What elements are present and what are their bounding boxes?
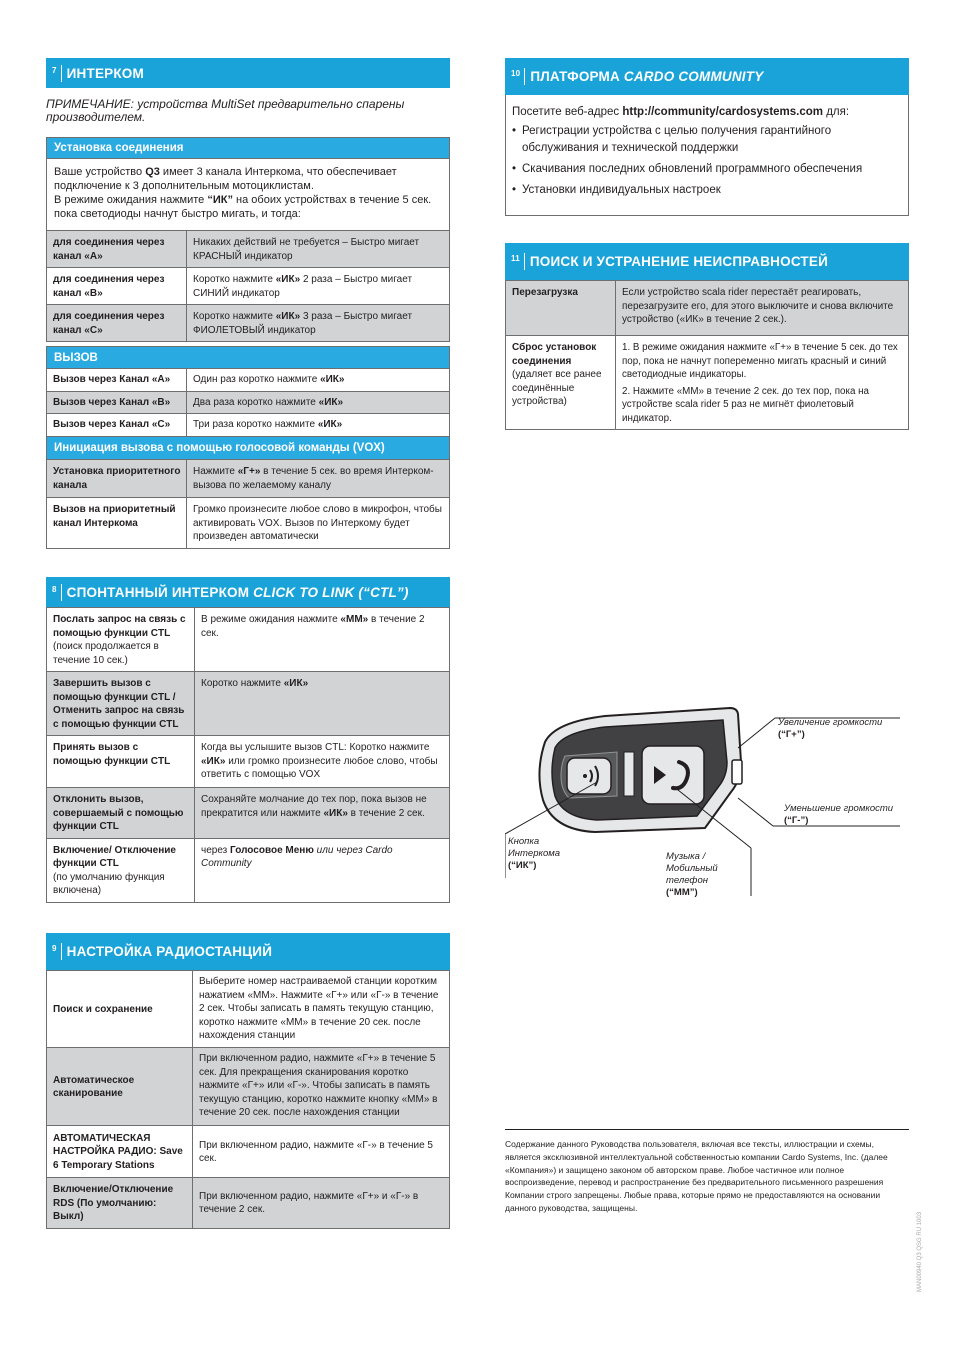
table-row: Принять вызов с помощью функции CTL Когда вы услышите вызов CTL: Коротко нажмите «ИК» или громко произнесите любое слово, чтобы ответить с помощью VOX (47, 736, 450, 788)
table-row: Перезагрузка Если устройство scala rider перестаёт реагировать, перезагрузите его, для этого выключите и снова включите устройство («ИК» в течение 2 сек.). (506, 281, 909, 336)
connection-header: Установка соединения (46, 137, 450, 158)
table-row: для соединения через канал «A» Никаких действий не требуется – Быстро мигает КРАСНЫЙ индикатор (47, 231, 450, 268)
table-row: Включение/ Отключение функции CTL (по умолчанию функция включена) через Голосовое Меню или через Cardo Community (47, 838, 450, 902)
list-item: • Регистрации устройства с целью получения гарантийного обслуживания и технической поддержки (512, 125, 832, 154)
community-link[interactable]: http://community/cardosystems.com (622, 106, 824, 118)
table-row: Сброс установок соединения (удаляет все ранее соединённые устройства) 1. В режиме ожидания нажмите «Г+» в течение 5 сек. до тех пор, пока не начнут попеременно мигать красный и синий светодиодные индикаторы. 2. Нажмите «MM» в течение 2 сек. до тех пор, пока на устройстве scala rider 5 раз не мигнёт фиолетовый индикатор. (506, 336, 909, 430)
section-title: ИНТЕРКОМ (66, 65, 144, 81)
table-row: для соединения через канал «C» Коротко нажмите «ИК» 3 раза – Быстро мигает ФИОЛЕТОВЫЙ индикатор (47, 305, 450, 342)
section-intercom (46, 58, 450, 88)
table-row: Послать запрос на связь с помощью функции CTL (поиск продолжается в течение 10 сек.) В режиме ожидания нажмите «MM» в течение 2 сек. (47, 608, 450, 672)
section-header: 11 ПОИСК И УСТРАНЕНИЕ НЕИСПРАВНОСТЕЙ (505, 243, 909, 280)
section-header: 8 СПОНТАННЫЙ ИНТЕРКОМ CLICK TO LINK (“CTL”) (46, 577, 450, 607)
table-row: Поиск и сохранение Выберите номер настраиваемой станции коротким нажатием «MM». Нажмите «Г+» или «Г-» в течение 2 сек. Чтобы записать в память текущую станцию, коротко нажмите «MM» в течение 20 сек. после нахождения станции (47, 971, 450, 1048)
call-table (46, 346, 450, 437)
list-item: • Установки индивидуальных настроек (512, 184, 721, 196)
section-ctl (46, 577, 450, 903)
section-community (505, 58, 909, 216)
table-row: Завершить вызов с помощью функции CTL / Отменить запрос на связь с помощью функции CTL Коротко нажмите «ИК» (47, 672, 450, 736)
table-row: Отклонить вызов, совершаемый с помощью функции CTL Сохраняйте молчание до тех пор, пока вызов не прекратится или нажмите «ИК» в течение 2 сек. (47, 788, 450, 839)
table-row: Установка приоритетного канала Нажмите «Г+» в течение 5 сек. во время Интерком-вызова по желаемому каналу (47, 460, 450, 498)
table-row: Автоматическое сканирование При включенном радио, нажмите «Г+» в течение 5 сек. Для прекращения сканирования коротко нажмите «Г+» или «Г-». Чтобы записать в память текущую станцию, коротко нажмите кнопку «MM» в течение 20 сек. после нахождения станции (47, 1048, 450, 1126)
section-title: ПОИСК И УСТРАНЕНИЕ НЕИСПРАВНОСТЕЙ (529, 254, 828, 269)
vox-header: Инициация вызова с помощью голосовой команды (VOX) (46, 436, 450, 459)
intercom-label: Кнопка Интеркома (“ИК”) (508, 836, 561, 871)
table-row: для соединения через канал «B» Коротко нажмите «ИК» 2 раза – Быстро мигает СИНИЙ индикатор (47, 268, 450, 305)
vol-down-label: Уменьшение громкости (“Г-”) (784, 803, 894, 826)
footer-divider (505, 1129, 909, 1130)
vox-table (46, 436, 450, 549)
connection-rows (46, 230, 450, 342)
section-header: 9 НАСТРОЙКА РАДИОСТАНЦИЙ (46, 933, 450, 970)
section-title: СПОНТАННЫЙ ИНТЕРКОМ CLICK TO LINK (“CTL”) (66, 584, 409, 600)
community-body: Посетите веб-адрес http://community/cardosystems.com для: • Регистрации устройства с целью получения гарантийного обслуживания и технической поддержки • Скачивания последних обновлений программного обеспечения • Установки индивидуальных настроек (505, 95, 909, 216)
table-row: Вызов через Канал «B» Два раза коротко нажмите «ИК» (47, 391, 450, 414)
section-title: ПЛАТФОРМА CARDO COMMUNITY (530, 69, 764, 84)
music-label: Музыка / Мобильный телефон (“MM”) (666, 851, 718, 898)
volume-button (732, 760, 742, 784)
music-button (642, 746, 704, 804)
connection-intro: Ваше устройство Q3 имеет 3 канала Интеркома, что обеспечивает подключение к 3 дополнительным мотоциклистам. В режиме ожидания нажмите “ИК” на обоих устройствах в течение 5 сек. пока светодиоды начнут быстро мигать, и тогда: (46, 158, 450, 230)
section-troubleshooting (505, 243, 909, 430)
section-title: НАСТРОЙКА РАДИОСТАНЦИЙ (66, 944, 273, 959)
connection-table (46, 137, 450, 342)
table-row: АВТОМАТИЧЕСКАЯ НАСТРОЙКА РАДИО: Save 6 Temporary Stations При включенном радио, нажмите «Г-» в течение 5 сек. (47, 1126, 450, 1178)
section-radio (46, 933, 450, 1229)
document-code: MAN00940 Q3 QSG RU 1003 (917, 1211, 923, 1292)
list-item: • Скачивания последних обновлений программного обеспечения (512, 163, 863, 175)
table-row: Вызов на приоритетный канал Интеркома Громко произнесите любое слово в микрофон, чтобы активировать VOX. Вызов по Интеркому будет произведен автоматически (47, 498, 450, 549)
call-header: ВЫЗОВ (46, 346, 450, 368)
section-header: 7 ИНТЕРКОМ (46, 58, 450, 88)
table-row: Включение/Отключение RDS (По умолчанию: Выкл) При включенном радио, нажмите «Г+» и «Г-» в течение 2 сек. (47, 1178, 450, 1229)
table-row: Вызов через Канал «A» Один раз коротко нажмите «ИК» (47, 369, 450, 392)
intercom-button (567, 758, 611, 794)
copyright-notice: Содержание данного Руководства пользователя, включая все тексты, иллюстрации и схемы, является эксклюзивной интеллектуальной собственностью компании Cardo Systems, Inc. (далее «Компания») и защищено законом об авторском праве. Любое частичное или полное воспроизведение, перевод и распространение без предварительного письменного разрешения Компании строго запрещены. Любые права, которые прямо не предоставляются на основании данного руководства, защищены. (505, 1139, 888, 1213)
section-header: 10 ПЛАТФОРМА CARDO COMMUNITY (505, 58, 909, 95)
multiset-note: ПРИМЕЧАНИЕ: устройства MultiSet предварительно спарены производителем. (46, 97, 405, 124)
vol-up-label: Увеличение громкости (“Г+”) (778, 717, 883, 740)
table-row: Вызов через Канал «C» Три раза коротко нажмите «ИК» (47, 414, 450, 437)
